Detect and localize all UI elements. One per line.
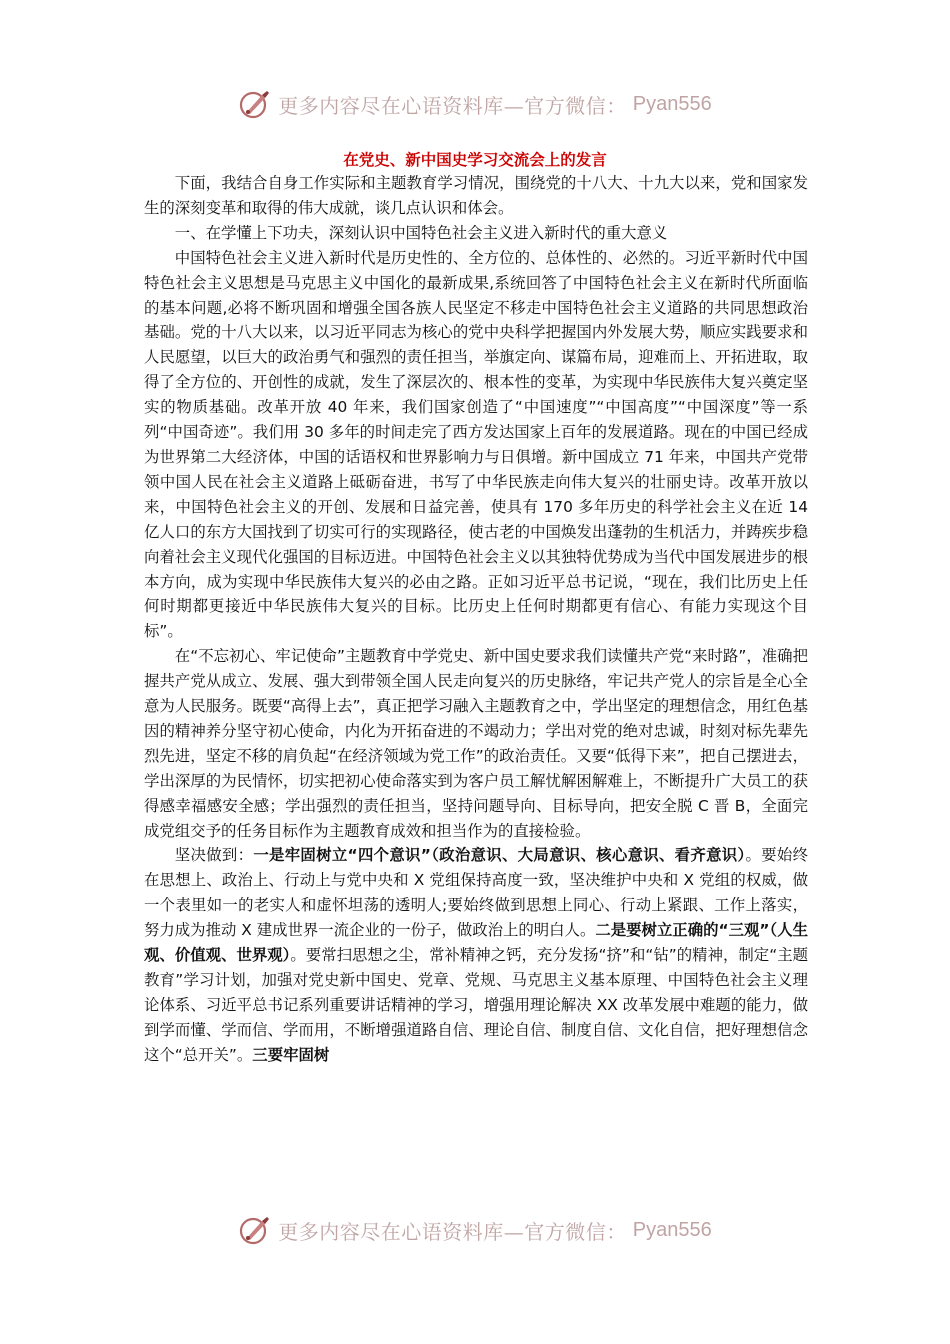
commitments-lead: 坚决做到： xyxy=(174,846,254,865)
document-body xyxy=(144,171,808,1196)
pen-logo-icon xyxy=(238,1214,272,1246)
point-two-text: 。要常扫思想之尘，常补精神之钙，充分发扬“挤”和“钻”的精神，制定“主题教育”学习计划，加强对党史新中国史、党章、党规、马克思主义基本原理、中国特色社会主义理论体系、习近平总书记系列重要讲话精神的学习，增强用理论解决 XX 改革发展中难题的能力，做到学而懂、学而信、学而用，不断增强道路自信、理论自信、制度自信、文化自信，把好理想信念这个“总开关”。 xyxy=(144,946,808,1064)
paragraph-intro: 下面，我结合自身工作实际和主题教育学习情况，围绕党的十八大、十九大以来，党和国家发生的深刻变革和取得的伟大成就，谈几点认识和体会。 xyxy=(144,174,808,217)
banner-text: 更多内容尽在心语资料库—官方微信： xyxy=(278,1219,627,1244)
header-watermark-banner xyxy=(0,84,950,124)
banner-wechat-id: Pyan556 xyxy=(632,1218,712,1241)
paragraph-commitments xyxy=(144,843,808,1067)
point-two-heading: 二是要树立正确的“三观”（人生观、价值观、世界观） xyxy=(144,921,808,965)
pen-logo-icon xyxy=(238,88,272,120)
document-title: 在党史、新中国史学习交流会上的发言 xyxy=(343,151,607,169)
banner-wechat-id: Pyan556 xyxy=(632,92,712,115)
footer-watermark-banner xyxy=(0,1210,950,1250)
paragraph-education: 在“不忘初心、牢记使命”主题教育中学党史、新中国史要求我们读懂共产党“来时路”，准确把握共产党从成立、发展、强大到带领全国人民走向复兴的历史脉络，牢记共产党人的宗旨是全心全意为人民服务。既要“高得上去”，真正把学习融入主题教育之中，学出坚定的理想信念，用红色基因的精神养分坚守初心使命，内化为开拓奋进的不竭动力；学出对党的绝对忠诚，时刻对标先辈先烈先进，坚定不移的肩负起“在经济领域为党工作”的政治责任。又要“低得下来”，把自己摆进去，学出深厚的为民情怀，切实把初心使命落实到为客户员工解忧解困解难上，不断提升广大员工的获得感幸福感安全感；学出强烈的责任担当，坚持问题导向、目标导向，把安全脱 C 晋 B，全面完成党组交予的任务目标作为主题教育成效和担当作为的直接检验。 xyxy=(144,647,808,840)
point-three-heading: 三要牢固树 xyxy=(252,1045,330,1064)
banner-text: 更多内容尽在心语资料库—官方微信： xyxy=(278,93,627,118)
point-one-heading: 一是牢固树立“四个意识”（政治意识、大局意识、核心意识、看齐意识） xyxy=(253,846,746,865)
section-heading: 一、在学懂上下功夫，深刻认识中国特色社会主义进入新时代的重大意义 xyxy=(174,223,668,242)
paragraph-new-era: 中国特色社会主义进入新时代是历史性的、全方位的、总体性的、必然的。习近平新时代中国特色社会主义思想是马克思主义中国化的最新成果,系统回答了中国特色社会主义在新时代所面临的基本问题,必将不断巩固和增强全国各族人民坚定不移走中国特色社会主义道路的共同思想政治基础。党的十八大以来，以习近平同志为核心的党中央科学把握国内外发展大势，顺应实践要求和人民愿望，以巨大的政治勇气和强烈的责任担当，举旗定向、谋篇布局，迎难而上、开拓进取，取得了全方位的、开创性的成就，发生了深层次的、根本性的变革，为实现中华民族伟大复兴奠定坚实的物质基础。改革开放 40 年来，我们国家创造了“中国速度”“中国高度”“中国深度”等一系列“中国奇迹”。我们用 30 多年的时间走完了西方发达国家上百年的发展道路。现在的中国已经成为世界第二大经济体，中国的话语权和世界影响力与日俱增。新中国成立 71 年来，中国共产党带领中国人民在社会主义道路上砥砺奋进，书写了中华民族走向伟大复兴的壮丽史诗。改革开放以来，中国特色社会主义的开创、发展和日益完善，使具有 170 多年历史的科学社会主义在近 14 亿人口的东方大国找到了切实可行的实现路径，使古老的中国焕发出蓬勃的生机活力，并踌疾步稳向着社会主义现代化强国的目标迈进。中国特色社会主义以其独特优势成为当代中国发展进步的根本方向，成为实现中华民族伟大复兴的必由之路。正如习近平总书记说，“现在，我们比历史上任何时期都更接近中华民族伟大复兴的目标。比历史上任何时期都更有信心、有能力实现这个目标”。 xyxy=(144,248,808,641)
point-one-text: 。要始终在思想上、政治上、行动上与党中央和 X 党组保持高度一致，坚决维护中央和 X 党组的权威，做一个表里如一的老实人和虚怀坦荡的透明人;要始终做到思想上同心、行动上紧跟、工作上落实，努力成为推动 X 建成世界一流企业的一份子，做政治上的明白人。 xyxy=(144,846,808,940)
